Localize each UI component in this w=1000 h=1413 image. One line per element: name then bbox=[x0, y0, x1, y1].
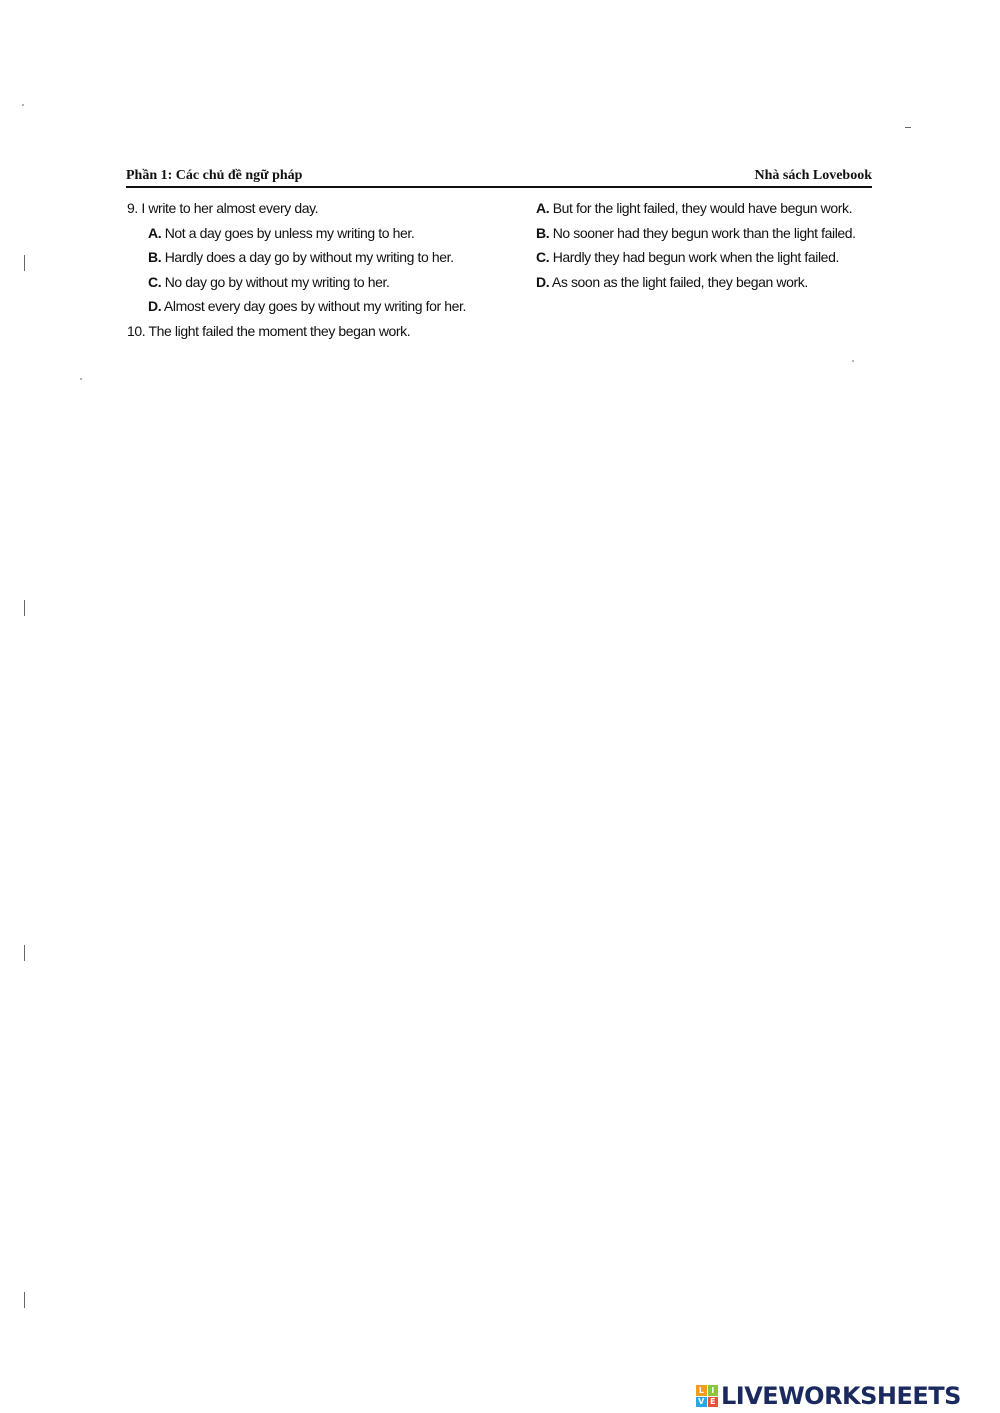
option-text: Hardly they had begun work when the light failed. bbox=[549, 249, 839, 265]
option-label: A. bbox=[148, 224, 162, 241]
scan-dot bbox=[80, 378, 82, 380]
liveworksheets-mark-icon bbox=[696, 1385, 718, 1407]
header-section-title: Phần 1: Các chủ đề ngữ pháp bbox=[126, 168, 303, 183]
option-label: D. bbox=[148, 298, 162, 314]
logo-mark-cell: I bbox=[708, 1385, 719, 1396]
option-text: No sooner had they begun work than the light failed. bbox=[549, 224, 856, 241]
option-text: But for the light failed, they would have begun work. bbox=[549, 200, 853, 216]
liveworksheets-logo bbox=[696, 1379, 961, 1413]
logo-mark-cell: E bbox=[708, 1397, 719, 1408]
question-10-option-a bbox=[515, 196, 872, 221]
option-label: A. bbox=[536, 200, 550, 216]
question-10-option-d bbox=[515, 270, 872, 295]
logo-mark-cell: L bbox=[696, 1385, 707, 1396]
scan-mark bbox=[905, 127, 911, 128]
question-10-stem: 10. The light failed the moment they began work. bbox=[127, 322, 411, 339]
page-header bbox=[126, 166, 872, 188]
scan-mark bbox=[24, 1292, 25, 1308]
option-label: B. bbox=[148, 249, 162, 265]
header-publisher: Nhà sách Lovebook bbox=[754, 168, 872, 183]
option-text: No day go by without my writing to her. bbox=[161, 273, 390, 290]
option-text: Not a day goes by unless my writing to her. bbox=[161, 224, 415, 241]
question-9-option-b bbox=[127, 245, 484, 270]
option-label: C. bbox=[536, 249, 550, 265]
scan-mark bbox=[24, 600, 25, 616]
left-column bbox=[127, 196, 484, 343]
logo-mark-cell: V bbox=[696, 1397, 707, 1408]
question-9-stem: 9. I write to her almost every day. bbox=[127, 200, 319, 216]
question-9-option-c bbox=[127, 270, 484, 295]
question-9-option-d bbox=[127, 294, 484, 319]
option-text: As soon as the light failed, they began work. bbox=[549, 273, 808, 290]
right-column bbox=[515, 196, 872, 294]
option-label: C. bbox=[148, 273, 162, 290]
option-label: D. bbox=[536, 273, 550, 290]
scan-dot bbox=[22, 104, 24, 106]
scan-mark bbox=[24, 945, 25, 961]
question-9-option-a bbox=[127, 221, 484, 246]
option-text: Hardly does a day go by without my writing to her. bbox=[161, 249, 454, 265]
logo-text: LIVEWORKSHEETS bbox=[721, 1382, 961, 1410]
option-text: Almost every day goes by without my writing for her. bbox=[161, 298, 467, 314]
question-10-option-c bbox=[515, 245, 872, 270]
question-10-option-b bbox=[515, 221, 872, 246]
scan-mark bbox=[24, 255, 25, 271]
option-label: B. bbox=[536, 224, 550, 241]
scan-dot bbox=[852, 360, 854, 362]
